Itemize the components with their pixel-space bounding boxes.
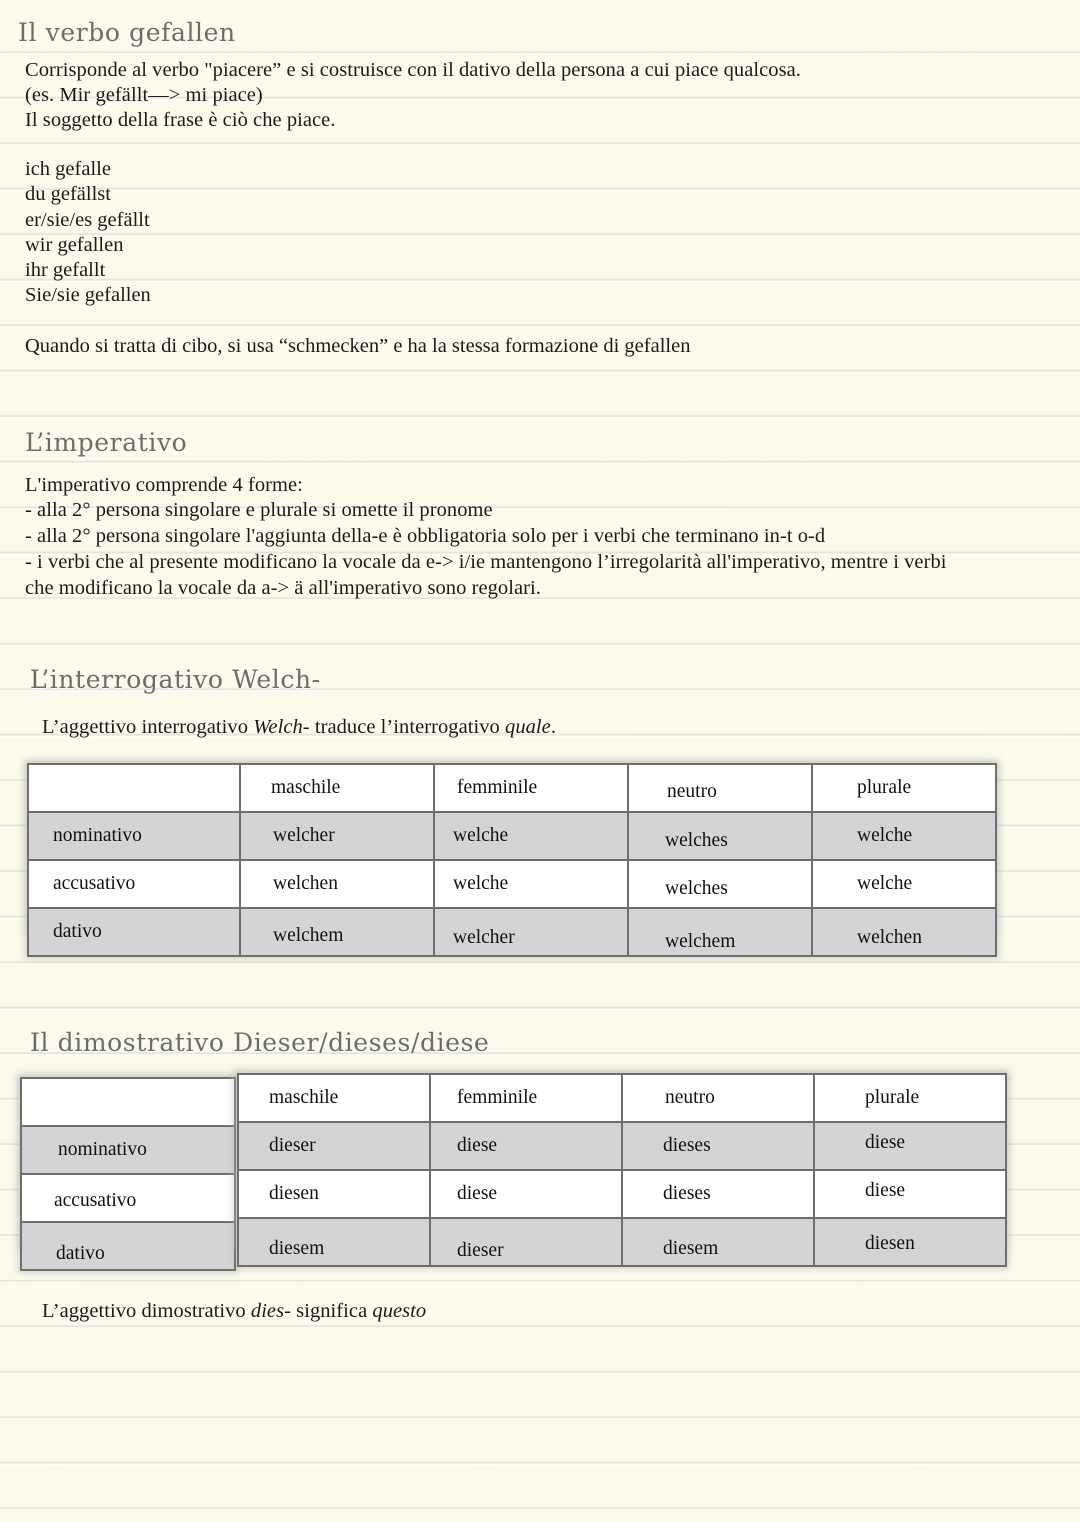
dieser-footnote-mid: significa [291, 1300, 373, 1322]
row-label-accusativo: accusativo [28, 860, 240, 908]
dieser-label-column-table [20, 1077, 236, 1271]
cell-dativo-maschile: diesem [238, 1218, 430, 1266]
welch-declension-table-wrapper [27, 763, 997, 957]
cell-accusativo-femminile: welche [434, 860, 628, 908]
conjugation-item: wir gefallen [25, 233, 124, 256]
cell-accusativo-maschile: diesen [238, 1170, 430, 1218]
cell-dativo-plurale: welchen [812, 908, 996, 956]
dieser-label-column-wrapper [20, 1077, 236, 1271]
row-label-dativo-row [21, 1222, 235, 1270]
cell-accusativo-neutro: welches [628, 860, 812, 908]
dieser-declension-table [237, 1073, 1007, 1267]
conjugation-item: Sie/sie gefallen [25, 284, 151, 307]
cell-nominativo-plurale: diese [814, 1122, 1006, 1170]
row-label-nominativo: nominativo [21, 1126, 235, 1174]
column-header-femminile: femminile [434, 764, 628, 812]
welch-subtitle-pre: L’aggettivo interrogativo [42, 716, 254, 738]
cell-dativo-femminile: welcher [434, 908, 628, 956]
conjugation-item: ihr gefallt [25, 259, 106, 282]
table-header-row [28, 764, 996, 812]
cell-nominativo-maschile: welcher [240, 812, 434, 860]
column-header-neutro: neutro [628, 764, 812, 812]
gefallen-intro-line-3: Il soggetto della frase è ciò che piace. [25, 109, 336, 131]
cell-dativo-plurale: diesen [814, 1218, 1006, 1266]
welch-subtitle-mid: traduce l’interrogativo [309, 716, 506, 738]
row-label-dativo: dativo [28, 908, 240, 956]
row-label-accusativo: accusativo [21, 1174, 235, 1222]
heading-verbo-gefallen: Il verbo gefallen [18, 18, 236, 47]
welch-declension-table [27, 763, 997, 957]
table-corner-row [21, 1078, 235, 1126]
cell-accusativo-plurale: welche [812, 860, 996, 908]
table-row-dativo [238, 1218, 1006, 1266]
conjugation-item: er/sie/es gefällt [25, 208, 150, 231]
welch-subtitle-emphasis-2: quale [505, 716, 551, 738]
row-label-accusativo-row [21, 1174, 235, 1222]
conjugation-item: du gefällst [25, 183, 111, 206]
cell-nominativo-neutro: dieses [622, 1122, 814, 1170]
imperativo-line-2: - alla 2° persona singolare e plurale si omette il pronome [25, 499, 493, 521]
cell-accusativo-neutro: dieses [622, 1170, 814, 1218]
welch-subtitle-post: . [550, 716, 556, 738]
cell-accusativo-femminile: diese [430, 1170, 622, 1218]
dieser-footnote-emphasis-1: dies- [250, 1300, 291, 1322]
dieser-footnote-emphasis-2: questo [372, 1300, 427, 1322]
table-corner-cell [21, 1078, 235, 1126]
imperativo-line-1: L'imperativo comprende 4 forme: [25, 474, 303, 496]
table-row-nominativo [238, 1122, 1006, 1170]
row-label-nominativo: nominativo [28, 812, 240, 860]
gefallen-intro-line-1: Corrisponde al verbo "piacere” e si costruisce con il dativo della persona a cui piace qualcosa. [25, 59, 801, 81]
imperativo-line-4: - i verbi che al presente modificano la vocale da e-> i/ie mantengono l’irregolarità all'imperativo, mentre i verbi che modificano la vocale da a-> ä all'imperativo sono regolari. [25, 551, 947, 599]
table-header-row [238, 1074, 1006, 1122]
column-header-maschile: maschile [240, 764, 434, 812]
dieser-declension-table-wrapper [237, 1073, 1007, 1267]
cell-nominativo-plurale: welche [812, 812, 996, 860]
column-header-plurale: plurale [812, 764, 996, 812]
cell-dativo-maschile: welchem [240, 908, 434, 956]
table-row-dativo [28, 908, 996, 956]
column-header-femminile: femminile [430, 1074, 622, 1122]
imperativo-line-3: - alla 2° persona singolare l'aggiunta della-e è obbligatoria solo per i verbi che terminano in-t o-d [25, 525, 826, 547]
cell-accusativo-plurale: diese [814, 1170, 1006, 1218]
cell-nominativo-neutro: welches [628, 812, 812, 860]
cell-dativo-neutro: diesem [622, 1218, 814, 1266]
welch-subtitle-emphasis-1: Welch- [253, 716, 310, 738]
heading-imperativo: L’imperativo [25, 428, 188, 457]
table-row-nominativo [28, 812, 996, 860]
dieser-footnote [42, 1299, 982, 1325]
column-header-maschile: maschile [238, 1074, 430, 1122]
cell-nominativo-femminile: diese [430, 1122, 622, 1170]
welch-subtitle [42, 715, 992, 741]
gefallen-conjugation-list [25, 157, 151, 309]
table-row-accusativo [238, 1170, 1006, 1218]
cell-dativo-neutro: welchem [628, 908, 812, 956]
cell-nominativo-femminile: welche [434, 812, 628, 860]
dieser-footnote-pre: L’aggettivo dimostrativo [42, 1300, 251, 1322]
cell-nominativo-maschile: dieser [238, 1122, 430, 1170]
cell-dativo-femminile: dieser [430, 1218, 622, 1266]
column-header-neutro: neutro [622, 1074, 814, 1122]
row-label-nominativo-row [21, 1126, 235, 1174]
heading-interrogativo-welch: L’interrogativo Welch- [30, 665, 321, 694]
gefallen-schmecken-note: Quando si tratta di cibo, si usa “schmecken” e ha la stessa formazione di gefallen [25, 335, 691, 357]
conjugation-item: ich gefalle [25, 158, 111, 180]
heading-dimostrativo-dieser: Il dimostrativo Dieser/dieses/diese [30, 1028, 490, 1057]
row-label-dativo: dativo [21, 1222, 235, 1270]
column-header-plurale: plurale [814, 1074, 1006, 1122]
cell-accusativo-maschile: welchen [240, 860, 434, 908]
table-corner-cell [28, 764, 240, 812]
gefallen-intro-line-2: (es. Mir gefällt—> mi piace) [25, 84, 263, 106]
table-row-accusativo [28, 860, 996, 908]
